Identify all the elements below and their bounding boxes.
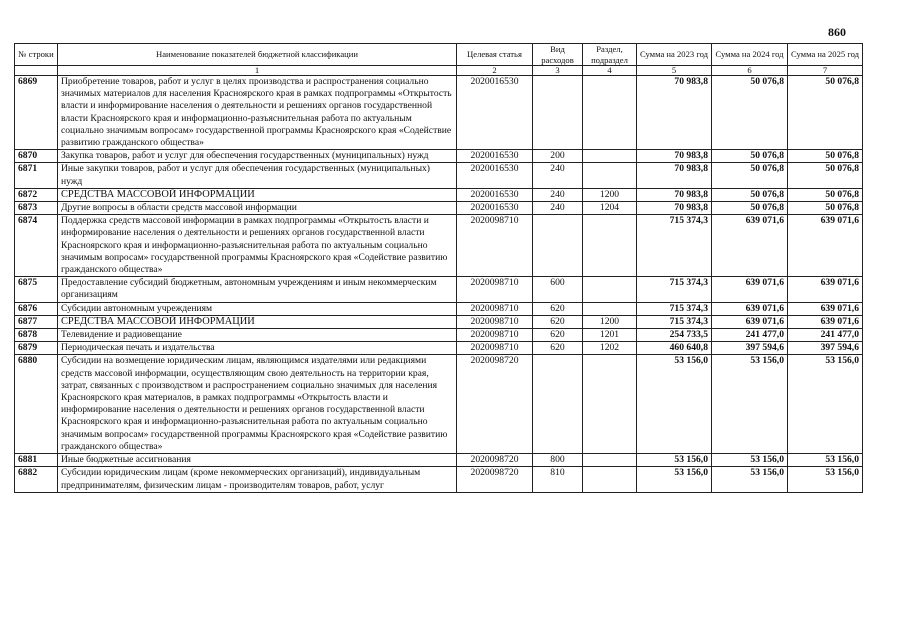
expense-type: 240 — [533, 188, 583, 201]
table-row — [15, 329, 863, 342]
column-number — [15, 66, 58, 76]
sum-2023: 70 983,8 — [637, 76, 712, 150]
header-expense-type: Вид расходов — [533, 44, 583, 66]
sum-2024: 639 071,6 — [712, 315, 788, 328]
sum-2025: 639 071,6 — [788, 315, 863, 328]
target-article: 2020098710 — [457, 315, 533, 328]
target-article: 2020098720 — [457, 467, 533, 492]
sum-2023: 460 640,8 — [637, 342, 712, 355]
section-code — [583, 150, 637, 163]
row-number: 6869 — [15, 76, 58, 150]
section-code — [583, 355, 637, 454]
target-article: 2020098710 — [457, 277, 533, 302]
expense-type: 600 — [533, 277, 583, 302]
expense-type: 620 — [533, 315, 583, 328]
target-article: 2020016530 — [457, 163, 533, 188]
row-number: 6873 — [15, 202, 58, 215]
sum-2023: 53 156,0 — [637, 355, 712, 454]
expense-type — [533, 355, 583, 454]
sum-2025: 50 076,8 — [788, 163, 863, 188]
sum-2025: 50 076,8 — [788, 188, 863, 201]
row-number: 6875 — [15, 277, 58, 302]
indicator-name: Телевидение и радиовещание — [58, 329, 457, 342]
row-number: 6877 — [15, 315, 58, 328]
section-code — [583, 76, 637, 150]
target-article: 2020098710 — [457, 342, 533, 355]
sum-2023: 70 983,8 — [637, 163, 712, 188]
row-number: 6874 — [15, 215, 58, 277]
sum-2024: 50 076,8 — [712, 76, 788, 150]
expense-type: 620 — [533, 342, 583, 355]
sum-2024: 639 071,6 — [712, 215, 788, 277]
table-row — [15, 150, 863, 163]
sum-2023: 70 983,8 — [637, 188, 712, 201]
sum-2024: 50 076,8 — [712, 202, 788, 215]
section-code — [583, 277, 637, 302]
sum-2024: 53 156,0 — [712, 355, 788, 454]
sum-2023: 715 374,3 — [637, 302, 712, 315]
sum-2025: 50 076,8 — [788, 76, 863, 150]
row-number: 6871 — [15, 163, 58, 188]
sum-2023: 53 156,0 — [637, 454, 712, 467]
table-row — [15, 202, 863, 215]
indicator-name: Субсидии автономным учреждениям — [58, 302, 457, 315]
row-number: 6878 — [15, 329, 58, 342]
target-article: 2020016530 — [457, 202, 533, 215]
sum-2025: 397 594,6 — [788, 342, 863, 355]
indicator-name: Приобретение товаров, работ и услуг в целях производства и распространения социально значимых материалов для населения Красноярского края в рамках подпрограммы «Открытость власти и информирование населения о деятельности и решениях органов государственной власти Красноярского края и информационно-разъяснительная работа по актуальным социально значимым вопросам» государственной программы Красноярского края «Содействие развитию гражданского общества» — [58, 76, 457, 150]
row-number: 6872 — [15, 188, 58, 201]
row-number: 6881 — [15, 454, 58, 467]
indicator-name: Периодическая печать и издательства — [58, 342, 457, 355]
header-target-article: Целевая статья — [457, 44, 533, 66]
row-number: 6879 — [15, 342, 58, 355]
sum-2024: 50 076,8 — [712, 163, 788, 188]
target-article: 2020016530 — [457, 188, 533, 201]
row-number: 6876 — [15, 302, 58, 315]
budget-table — [14, 43, 863, 493]
target-article: 2020098710 — [457, 215, 533, 277]
indicator-name: СРЕДСТВА МАССОВОЙ ИНФОРМАЦИИ — [58, 188, 457, 201]
section-code — [583, 215, 637, 277]
sum-2023: 715 374,3 — [637, 215, 712, 277]
section-code: 1200 — [583, 188, 637, 201]
target-article: 2020098720 — [457, 355, 533, 454]
sum-2024: 50 076,8 — [712, 188, 788, 201]
expense-type: 620 — [533, 329, 583, 342]
sum-2024: 53 156,0 — [712, 454, 788, 467]
section-code: 1200 — [583, 315, 637, 328]
column-number: 1 — [58, 66, 457, 76]
indicator-name: Субсидии юридическим лицам (кроме некоммерческих организаций), индивидуальным предпринимателям, физическим лицам - производителям товаров, работ, услуг — [58, 467, 457, 492]
sum-2025: 639 071,6 — [788, 277, 863, 302]
sum-2024: 639 071,6 — [712, 302, 788, 315]
sum-2023: 70 983,8 — [637, 202, 712, 215]
sum-2024: 53 156,0 — [712, 467, 788, 492]
sum-2024: 397 594,6 — [712, 342, 788, 355]
indicator-name: Предоставление субсидий бюджетным, автономным учреждениям и иным некоммерческим организациям — [58, 277, 457, 302]
sum-2025: 53 156,0 — [788, 467, 863, 492]
target-article: 2020098720 — [457, 454, 533, 467]
sum-2023: 715 374,3 — [637, 315, 712, 328]
sum-2023: 254 733,5 — [637, 329, 712, 342]
sum-2025: 639 071,6 — [788, 215, 863, 277]
section-code — [583, 454, 637, 467]
indicator-name: Закупка товаров, работ и услуг для обеспечения государственных (муниципальных) нужд — [58, 150, 457, 163]
row-number: 6880 — [15, 355, 58, 454]
column-number: 4 — [583, 66, 637, 76]
header-row-number: № строки — [15, 44, 58, 66]
header-sum-2025: Сумма на 2025 год — [788, 44, 863, 66]
table-row — [15, 163, 863, 188]
section-code: 1204 — [583, 202, 637, 215]
expense-type: 800 — [533, 454, 583, 467]
target-article: 2020098710 — [457, 302, 533, 315]
sum-2024: 50 076,8 — [712, 150, 788, 163]
indicator-name: Субсидии на возмещение юридическим лицам, являющимся издателями или редакциями средств массовой информации, осуществляющим свою деятельность на территории края, затрат, связанных с производством и распространением социально значимых для населения Красноярского края материалов, в рамках подпрограммы «Открытость власти и информирование населения о деятельности и решениях органов государственной власти Красноярского края и информационно-разъяснительная работа по актуальным социально значимым вопросам» государственной программы Красноярского края «Содействие развитию гражданского общества» — [58, 355, 457, 454]
section-code — [583, 302, 637, 315]
expense-type: 200 — [533, 150, 583, 163]
table-row — [15, 277, 863, 302]
row-number: 6870 — [15, 150, 58, 163]
sum-2023: 53 156,0 — [637, 467, 712, 492]
sum-2023: 70 983,8 — [637, 150, 712, 163]
expense-type: 810 — [533, 467, 583, 492]
table-row — [15, 342, 863, 355]
column-number: 6 — [712, 66, 788, 76]
table-row — [15, 215, 863, 277]
header-row — [15, 44, 863, 66]
row-number: 6882 — [15, 467, 58, 492]
indicator-name: СРЕДСТВА МАССОВОЙ ИНФОРМАЦИИ — [58, 315, 457, 328]
sum-2025: 639 071,6 — [788, 302, 863, 315]
table-row — [15, 76, 863, 150]
indicator-name: Иные бюджетные ассигнования — [58, 454, 457, 467]
sum-2025: 50 076,8 — [788, 150, 863, 163]
section-code: 1202 — [583, 342, 637, 355]
column-number: 2 — [457, 66, 533, 76]
table-row — [15, 467, 863, 492]
indicator-name: Поддержка средств массовой информации в рамках подпрограммы «Открытость власти и информирование населения о деятельности и решениях органов государственной власти Красноярского края и информационно-разъяснительная работа по актуальным социально значимым вопросам» государственной программы Красноярского края «Содействие развитию гражданского общества» — [58, 215, 457, 277]
header-section: Раздел, подраздел — [583, 44, 637, 66]
column-number: 5 — [637, 66, 712, 76]
expense-type — [533, 215, 583, 277]
sum-2025: 241 477,0 — [788, 329, 863, 342]
table-row — [15, 188, 863, 201]
expense-type: 620 — [533, 302, 583, 315]
target-article: 2020016530 — [457, 76, 533, 150]
sum-2025: 53 156,0 — [788, 355, 863, 454]
sum-2024: 241 477,0 — [712, 329, 788, 342]
expense-type: 240 — [533, 202, 583, 215]
header-sum-2024: Сумма на 2024 год — [712, 44, 788, 66]
expense-type — [533, 76, 583, 150]
section-code — [583, 467, 637, 492]
expense-type: 240 — [533, 163, 583, 188]
sum-2025: 53 156,0 — [788, 454, 863, 467]
column-number-row — [15, 66, 863, 76]
sum-2025: 50 076,8 — [788, 202, 863, 215]
target-article: 2020016530 — [457, 150, 533, 163]
table-row — [15, 315, 863, 328]
indicator-name: Другие вопросы в области средств массовой информации — [58, 202, 457, 215]
table-row — [15, 302, 863, 315]
table-row — [15, 355, 863, 454]
column-number: 3 — [533, 66, 583, 76]
header-indicator-name: Наименование показателей бюджетной классификации — [58, 44, 457, 66]
table-row — [15, 454, 863, 467]
column-number: 7 — [788, 66, 863, 76]
section-code — [583, 163, 637, 188]
sum-2024: 639 071,6 — [712, 277, 788, 302]
header-sum-2023: Сумма на 2023 год — [637, 44, 712, 66]
target-article: 2020098710 — [457, 329, 533, 342]
section-code: 1201 — [583, 329, 637, 342]
sum-2023: 715 374,3 — [637, 277, 712, 302]
page-number: 860 — [828, 25, 846, 39]
indicator-name: Иные закупки товаров, работ и услуг для обеспечения государственных (муниципальных) нужд — [58, 163, 457, 188]
